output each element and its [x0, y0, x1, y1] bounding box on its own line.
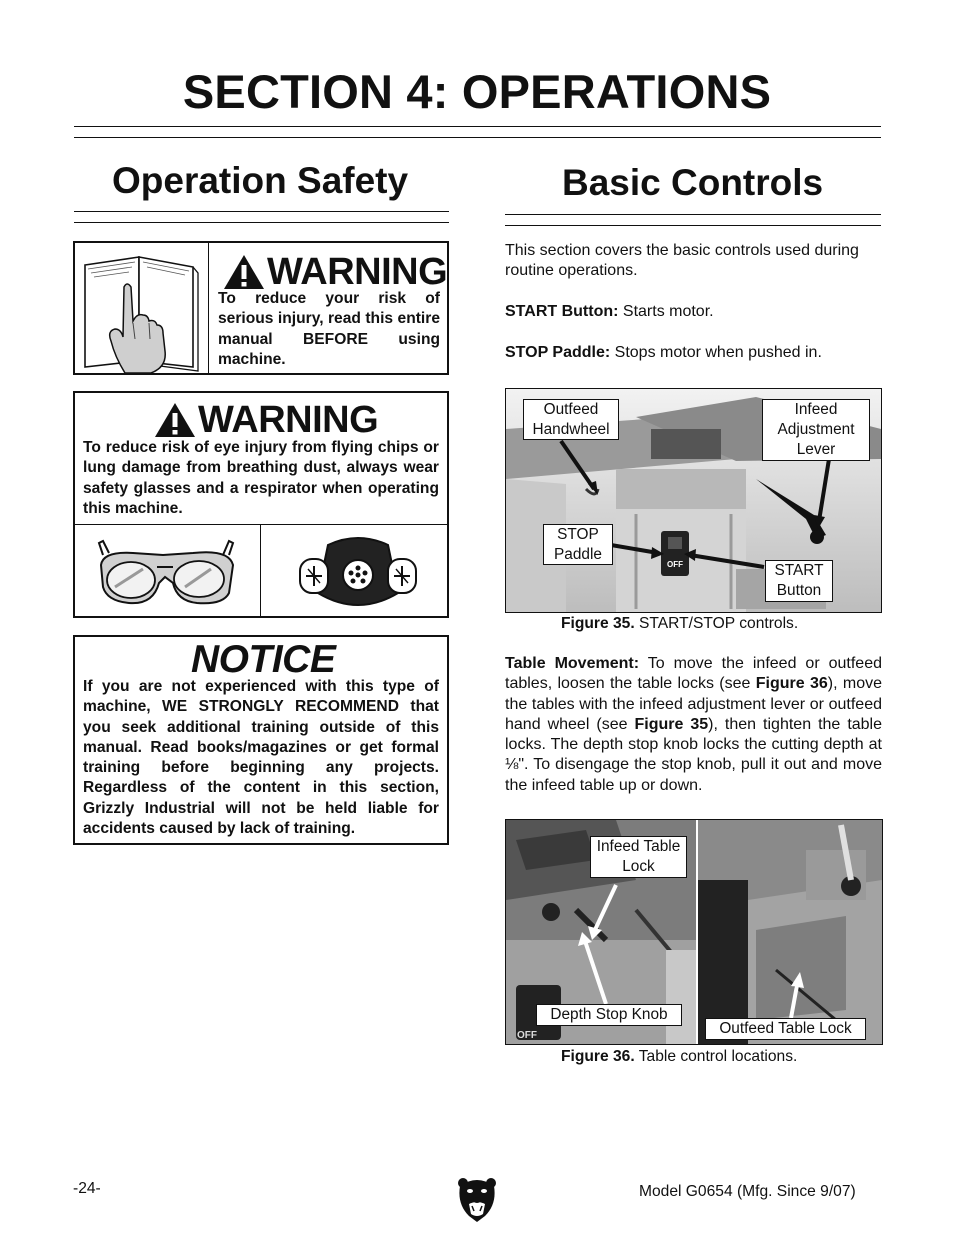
left-heading-rule-2 [74, 222, 449, 223]
safety-glasses-icon [93, 535, 243, 616]
grizzly-bear-logo-icon [457, 1176, 497, 1227]
notice-text: If you are not experienced with this type of machine, WE STRONGLY RECOMMEND that you seek additional training outside of this manual. Read books/magazines or get formal training before beginning any projects. Regardless of the content in this section, Grizzly Industrial will not be held liable for accidents caused by lack of training. [83, 678, 439, 838]
figure-35-caption [0, 615, 954, 633]
warning-icon-divider [260, 524, 261, 616]
figure-35-label: Figure 35. [561, 615, 635, 632]
right-heading-rule-2 [505, 225, 881, 226]
figure-36-caption [561, 1048, 797, 1066]
warning-box-manual [73, 241, 449, 375]
warning-triangle-icon [153, 401, 197, 439]
warning-title-2: WARNING [153, 397, 378, 443]
table-movement-label: Table Movement: [505, 655, 640, 672]
figure-35-photo [505, 388, 882, 613]
model-info: Model G0654 (Mfg. Since 9/07) [639, 1183, 856, 1200]
right-heading-rule [505, 214, 881, 215]
warning-text-2: To reduce risk of eye injury from flying chips or lung damage from breathing dust, always wear safety glasses and a respirator when operating this machine. [83, 439, 439, 517]
figure-35-ref: Figure 35 [634, 715, 709, 733]
notice-box [73, 635, 449, 845]
warning-divider [75, 524, 447, 525]
basic-controls-heading: Basic Controls [562, 162, 824, 203]
figure-36-text: Table control locations. [634, 1048, 798, 1065]
warning-box-eye [73, 391, 449, 618]
callout-infeed-adjustment-lever: Infeed Adjustment Lever [762, 399, 870, 461]
callout-outfeed-handwheel: Outfeed Handwheel [523, 399, 619, 440]
callout-infeed-table-lock: Infeed Table Lock [590, 836, 687, 878]
left-heading-rule [74, 211, 449, 212]
fig35-switch-label: OFF [667, 560, 683, 569]
callout-start-button: START Button [765, 560, 833, 602]
stop-paddle-paragraph [505, 343, 883, 363]
section-title: SECTION 4: OPERATIONS [182, 65, 772, 118]
table-movement-paragraph: Table Movement: To move the infeed or outfeed tables, loosen the table locks (see Figure 36), move the tables with the infeed adjustment lever or outfeed hand wheel (see Figure 35), then tighten the table locks. The depth stop knob locks the cutting depth at ⅛". To disengage the stop knob, pull it out and move the infeed table up or down. [505, 655, 883, 794]
warning-text-1: To reduce your risk of serious injury, read this entire manual BEFORE using machine. [218, 290, 440, 368]
title-rule-bottom [74, 137, 881, 138]
notice-title: NOTICE [191, 638, 336, 681]
figure-36-ref: Figure 36 [755, 675, 828, 693]
fraction-one-eighth: ⅛ [505, 756, 519, 774]
operation-safety-heading: Operation Safety [112, 160, 409, 201]
figure-35-text: START/STOP controls. [634, 615, 799, 632]
manual-reading-icon [75, 243, 209, 373]
title-rule-top [74, 126, 881, 127]
figure-36-photo [505, 819, 883, 1045]
start-button-desc: Starts motor. [618, 303, 714, 320]
warning-triangle-icon [222, 253, 266, 291]
figure-36-label: Figure 36. [561, 1048, 635, 1065]
stop-paddle-desc: Stops motor when pushed in. [610, 344, 822, 361]
respirator-icon [288, 533, 428, 618]
start-button-paragraph [505, 302, 883, 322]
intro-paragraph: This section covers the basic controls used during routine operations. [505, 242, 859, 280]
start-button-label: START Button: [505, 303, 619, 320]
warning-title-1: WARNING [222, 249, 447, 295]
callout-stop-paddle: STOP Paddle [543, 524, 613, 565]
page-number: -24- [73, 1180, 101, 1197]
stop-paddle-label: STOP Paddle: [505, 344, 611, 361]
callout-depth-stop-knob: Depth Stop Knob [536, 1004, 682, 1026]
fig36-switch-label: OFF [517, 1030, 537, 1041]
callout-outfeed-table-lock: Outfeed Table Lock [705, 1018, 866, 1040]
